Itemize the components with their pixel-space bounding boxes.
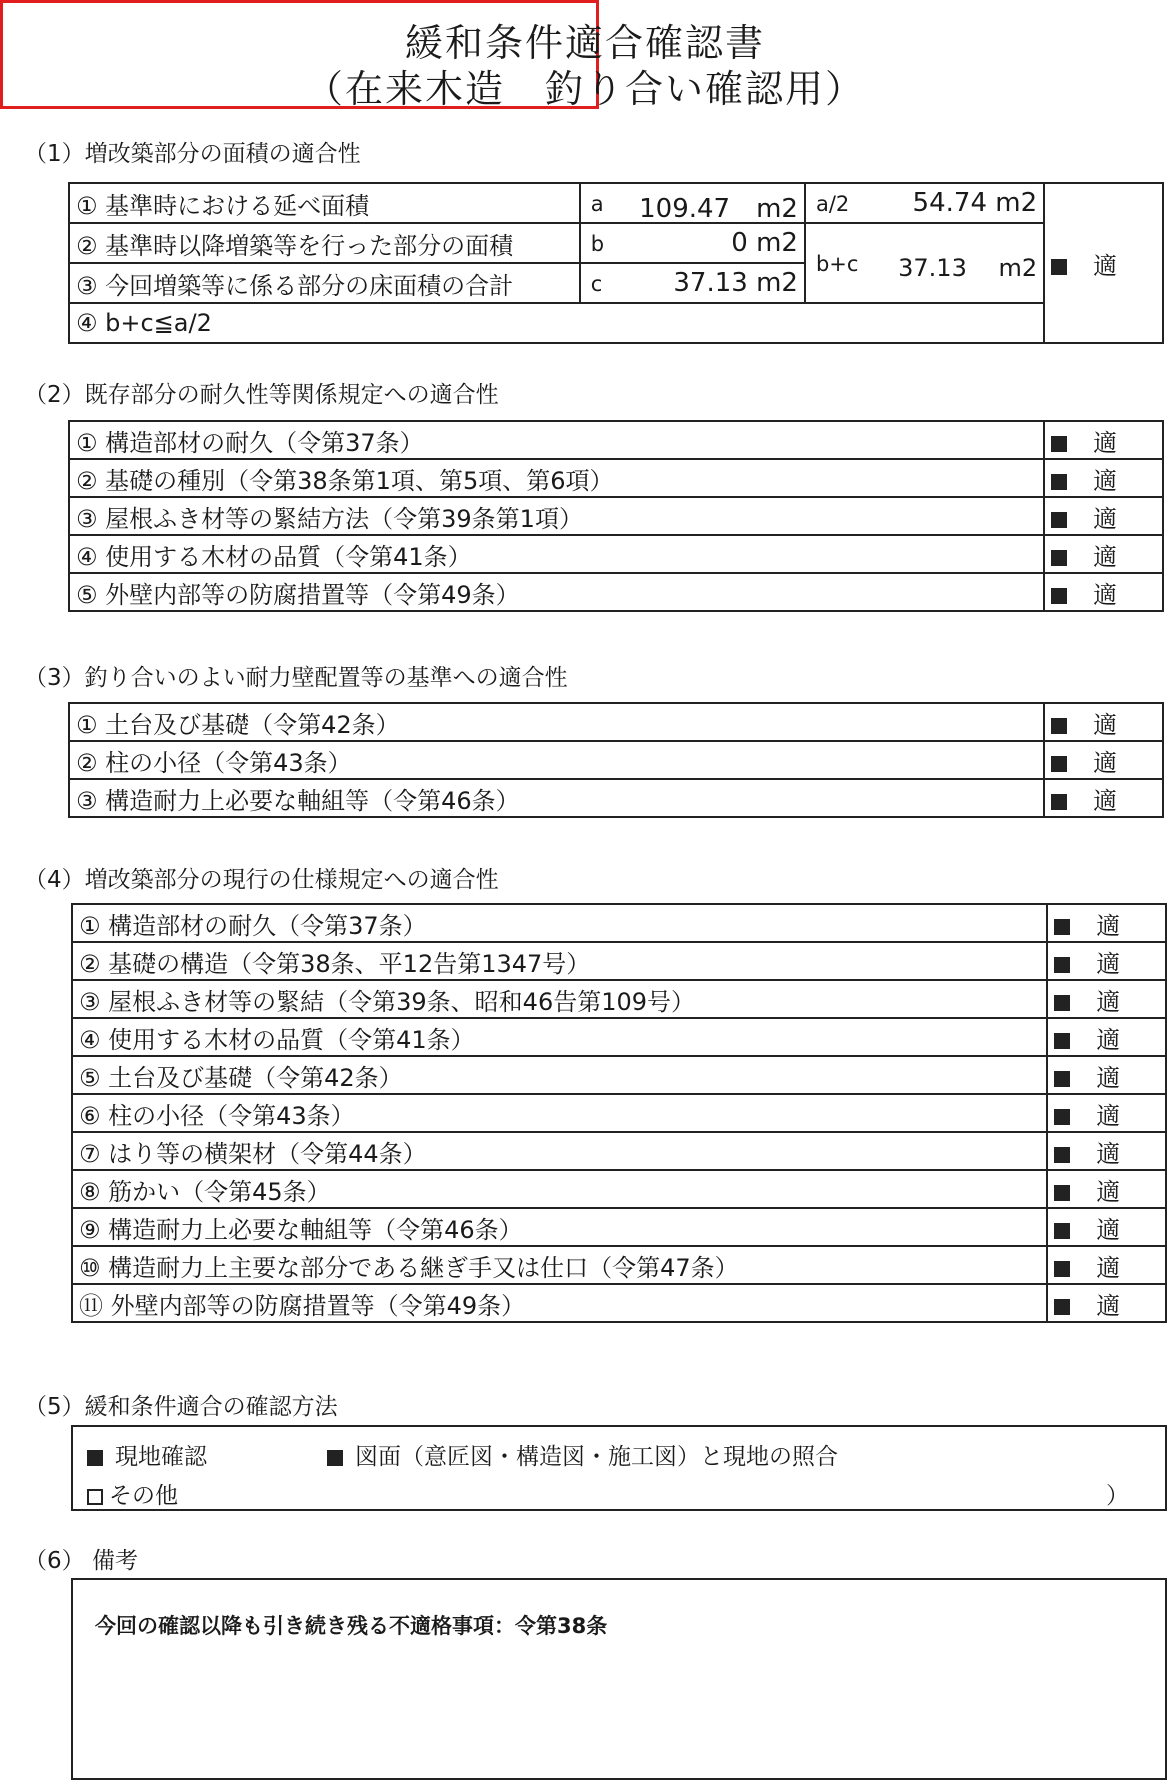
- s1-a2-cell: [805, 183, 1044, 223]
- result-text: 適: [1096, 911, 1121, 940]
- option-drawing-check-label: 図面（意匠図・構造図・施工図）と現地の照合: [355, 1444, 838, 1470]
- s3-row-label: ② 柱の小径（令第43条）: [69, 741, 1044, 779]
- table-row: [72, 1094, 1166, 1132]
- s4-row-result: [1047, 1246, 1166, 1284]
- s3-row-result: [1044, 741, 1163, 779]
- s1-row-4: ④ b+c≦a/2: [69, 303, 1044, 343]
- result-text: 適: [1093, 748, 1118, 777]
- result-text: 適: [1096, 1139, 1121, 1168]
- checked-box-icon: [1051, 718, 1067, 734]
- checked-box-icon: [1051, 550, 1067, 566]
- checked-box-icon: [327, 1450, 343, 1466]
- s3-row-result: [1044, 703, 1163, 741]
- result-text: 適: [1096, 1215, 1121, 1244]
- s1-row-2: ② 基準時以降増築等を行った部分の面積: [69, 223, 580, 263]
- table-row: [72, 1208, 1166, 1246]
- s4-row-result: [1047, 1094, 1166, 1132]
- checked-box-icon: [1054, 1223, 1070, 1239]
- checked-box-icon: [1051, 756, 1067, 772]
- s1-a-key: a: [590, 192, 604, 216]
- result-text: 適: [1093, 466, 1118, 495]
- checked-box-icon: [1054, 1071, 1070, 1087]
- s4-row-label: ① 構造部材の耐久（令第37条）: [72, 904, 1047, 942]
- table-row: [69, 573, 1163, 611]
- table-row: [69, 741, 1163, 779]
- option-drawing-check: [327, 1438, 838, 1471]
- result-text: 適: [1096, 1101, 1121, 1130]
- unchecked-box-icon: [87, 1489, 103, 1505]
- checked-box-icon: [1051, 794, 1067, 810]
- s4-row-label: ⑧ 筋かい（令第45条）: [72, 1170, 1047, 1208]
- s1-a2-value: 54.74 m2: [912, 188, 1038, 218]
- checked-box-icon: [1054, 957, 1070, 973]
- s4-row-label: ⑪ 外壁内部等の防腐措置等（令第49条）: [72, 1284, 1047, 1322]
- table-row: [72, 904, 1166, 942]
- checked-box-icon: [1051, 474, 1067, 490]
- document-title-box: [0, 0, 865, 111]
- table-row: [72, 1018, 1166, 1056]
- section5-heading: （5）緩和条件適合の確認方法: [24, 1394, 338, 1420]
- s1-a-value: 109.47 m2: [639, 194, 798, 224]
- checked-box-icon: [1054, 919, 1070, 935]
- s1-bc-cell: [805, 223, 1044, 303]
- s2-row-result: [1044, 535, 1163, 573]
- checked-box-icon: [1051, 588, 1067, 604]
- section6-heading: （6） 備考: [24, 1548, 138, 1574]
- result-text: 適: [1096, 1177, 1121, 1206]
- s1-a2-key: a/2: [815, 192, 850, 216]
- table-row: [72, 980, 1166, 1018]
- table-row: [72, 942, 1166, 980]
- checked-box-icon: [1054, 1261, 1070, 1277]
- result-text: 適: [1096, 1025, 1121, 1054]
- s1-c-value: 37.13 m2: [673, 268, 798, 298]
- s1-bc-key: b+c: [815, 252, 859, 276]
- table-row: [69, 459, 1163, 497]
- section5-box: [71, 1425, 1167, 1511]
- result-text: 適: [1093, 786, 1118, 815]
- result-text: 適: [1096, 1063, 1121, 1092]
- s3-row-label: ① 土台及び基礎（令第42条）: [69, 703, 1044, 741]
- checked-box-icon: [1054, 995, 1070, 1011]
- s4-row-label: ⑦ はり等の横架材（令第44条）: [72, 1132, 1047, 1170]
- table-row: [69, 779, 1163, 817]
- s1-b-key: b: [590, 232, 605, 256]
- s4-row-label: ③ 屋根ふき材等の緊結（令第39条、昭和46告第109号）: [72, 980, 1047, 1018]
- s4-row-result: [1047, 1018, 1166, 1056]
- result-text: 適: [1093, 428, 1118, 457]
- s1-c-key: c: [590, 272, 603, 296]
- remarks-box: [71, 1578, 1167, 1780]
- s3-row-label: ③ 構造耐力上必要な軸組等（令第46条）: [69, 779, 1044, 817]
- s1-result: [1044, 183, 1163, 343]
- s4-row-result: [1047, 1056, 1166, 1094]
- table-row: [72, 1246, 1166, 1284]
- s2-row-label: ③ 屋根ふき材等の緊結方法（令第39条第1項）: [69, 497, 1044, 535]
- table-row: [69, 497, 1163, 535]
- s4-row-label: ⑥ 柱の小径（令第43条）: [72, 1094, 1047, 1132]
- section2-table: [68, 420, 1164, 612]
- s4-row-result: [1047, 1170, 1166, 1208]
- s1-bc-value: 37.13 m2: [898, 254, 1038, 282]
- s4-row-result: [1047, 942, 1166, 980]
- s1-row-3: ③ 今回増築等に係る部分の床面積の合計: [69, 263, 580, 303]
- s3-row-result: [1044, 779, 1163, 817]
- result-text: 適: [1093, 710, 1118, 739]
- s4-row-result: [1047, 904, 1166, 942]
- s4-row-result: [1047, 1208, 1166, 1246]
- checked-box-icon: [1051, 436, 1067, 452]
- document-subtitle: （在来木造 釣り合い確認用）: [304, 67, 865, 111]
- result-text: 適: [1096, 987, 1121, 1016]
- checked-box-icon: [1054, 1109, 1070, 1125]
- s2-row-label: ④ 使用する木材の品質（令第41条）: [69, 535, 1044, 573]
- s2-row-label: ⑤ 外壁内部等の防腐措置等（令第49条）: [69, 573, 1044, 611]
- table-row: [69, 421, 1163, 459]
- result-text: 適: [1093, 504, 1118, 533]
- section1-table: [68, 182, 1164, 344]
- section3-heading: （3）釣り合いのよい耐力壁配置等の基準への適合性: [24, 665, 568, 691]
- s4-row-result: [1047, 1132, 1166, 1170]
- table-row: [69, 703, 1163, 741]
- checked-box-icon: [1054, 1185, 1070, 1201]
- s1-row-1: ① 基準時における延べ面積: [69, 183, 580, 223]
- s2-row-result: [1044, 459, 1163, 497]
- section4-heading: （4）増改築部分の現行の仕様規定への適合性: [24, 867, 499, 893]
- result-text: 適: [1093, 542, 1118, 571]
- s4-row-result: [1047, 980, 1166, 1018]
- remarks-text: 今回の確認以降も引き続き残る不適格事項：令第38条: [95, 1614, 608, 1638]
- document-title: 緩和条件適合確認書: [404, 21, 765, 65]
- result-text: 適: [1096, 1291, 1121, 1320]
- option-other: [87, 1477, 178, 1510]
- s4-row-result: [1047, 1284, 1166, 1322]
- s1-result-text: 適: [1093, 251, 1118, 280]
- section1-heading: （1）増改築部分の面積の適合性: [24, 141, 361, 167]
- section2-heading: （2）既存部分の耐久性等関係規定への適合性: [24, 382, 499, 408]
- s2-row-result: [1044, 421, 1163, 459]
- option-onsite: [87, 1438, 207, 1471]
- section3-table: [68, 702, 1164, 818]
- result-text: 適: [1093, 580, 1118, 609]
- section4-table: [71, 903, 1167, 1323]
- s4-row-label: ④ 使用する木材の品質（令第41条）: [72, 1018, 1047, 1056]
- option-other-close-paren: ）: [1106, 1483, 1129, 1509]
- checked-box-icon: [1051, 512, 1067, 528]
- checked-box-icon: [1054, 1299, 1070, 1315]
- result-text: 適: [1096, 1253, 1121, 1282]
- s4-row-label: ⑤ 土台及び基礎（令第42条）: [72, 1056, 1047, 1094]
- option-onsite-label: 現地確認: [115, 1444, 207, 1470]
- s4-row-label: ⑨ 構造耐力上必要な軸組等（令第46条）: [72, 1208, 1047, 1246]
- s1-b-value: 0 m2: [731, 228, 798, 258]
- option-other-label: その他: [109, 1483, 178, 1509]
- table-row: [72, 1170, 1166, 1208]
- checked-box-icon: [87, 1450, 103, 1466]
- table-row: [69, 535, 1163, 573]
- s2-row-label: ① 構造部材の耐久（令第37条）: [69, 421, 1044, 459]
- table-row: [72, 1056, 1166, 1094]
- s2-row-result: [1044, 573, 1163, 611]
- s2-row-label: ② 基礎の種別（令第38条第1項、第5項、第6項）: [69, 459, 1044, 497]
- table-row: [72, 1284, 1166, 1322]
- result-text: 適: [1096, 949, 1121, 978]
- checked-box-icon: [1054, 1033, 1070, 1049]
- checked-box-icon: [1054, 1147, 1070, 1163]
- s1-c-cell: [580, 263, 805, 303]
- s1-a-cell: [580, 183, 805, 223]
- s4-row-label: ② 基礎の構造（令第38条、平12告第1347号）: [72, 942, 1047, 980]
- checked-box-icon: [1051, 259, 1067, 275]
- table-row: [72, 1132, 1166, 1170]
- s2-row-result: [1044, 497, 1163, 535]
- s1-b-cell: [580, 223, 805, 263]
- s4-row-label: ⑩ 構造耐力上主要な部分である継ぎ手又は仕口（令第47条）: [72, 1246, 1047, 1284]
